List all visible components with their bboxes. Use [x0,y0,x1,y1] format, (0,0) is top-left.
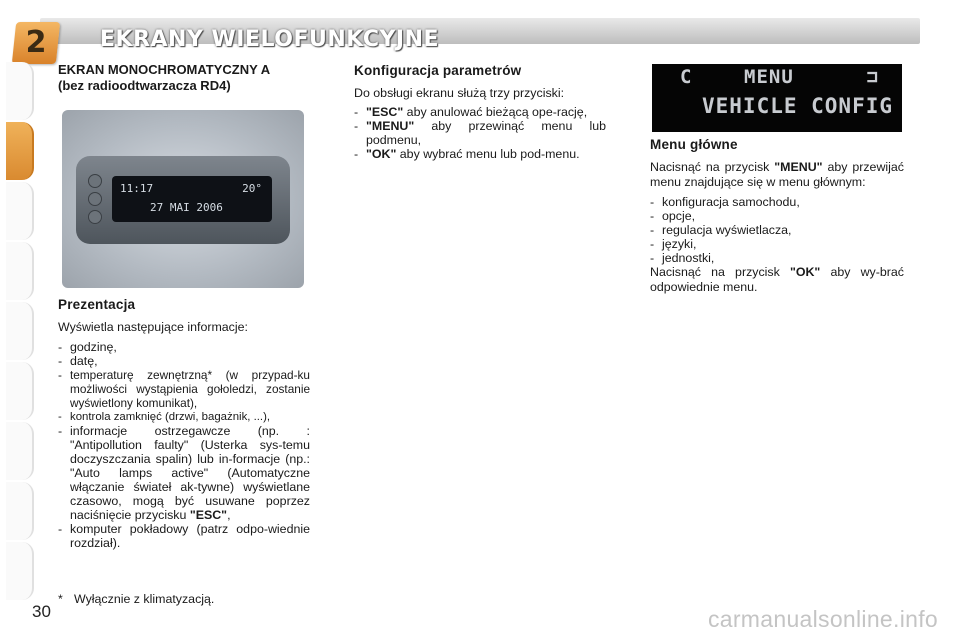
section-title-main-menu: Menu główne [650,137,738,152]
lcd-left-bracket: C [680,66,692,88]
lcd-right-bracket: ⊐ [866,66,878,88]
main-menu-outro [650,265,904,294]
heading-line-2: (bez radioodtwarzacza RD4) [58,78,231,93]
list-item: - komputer pokładowy (patrz odpo-wiednie rozdział). [58,522,310,550]
list-item-ok [354,147,606,161]
list-item: - języki, [650,237,904,251]
lcd-menu-label: MENU [744,66,794,88]
page-title: EKRANY WIELOFUNKCYJNE [100,27,440,52]
bezel-button-icon [88,174,102,188]
list-item-esc [354,105,606,119]
intro-text: Nacisnąć na przycisk [650,160,775,174]
chapter-tab-8[interactable] [6,482,34,540]
display-time: 11:17 [120,182,154,195]
list-item: - regulacja wyświetlacza, [650,223,904,237]
chapter-tab-2-active[interactable] [6,122,34,180]
presentation-intro: Wyświetla następujące informacje: [58,320,248,334]
list-item: - temperaturę zewnętrzną* (w przypad-ku możliwości wystąpienia gołoledzi, zostanie wyświetlony komunikat), [58,368,310,410]
bezel-button-icon [88,210,102,224]
key-description: aby przewinąć menu lub podmenu, [366,118,606,147]
footnote [58,592,214,606]
presentation-list [58,340,310,550]
list-item-menu [354,119,606,147]
section-heading-display [58,62,310,94]
key-description: aby anulować bieżącą ope-rację, [403,104,588,119]
chapter-tab-5[interactable] [6,302,34,360]
heading-line-1: EKRAN MONOCHROMATYCZNY A [58,62,271,77]
list-item [58,424,310,522]
chapter-header [0,10,960,60]
configuration-intro: Do obsługi ekranu służą trzy przyciski: [354,86,565,100]
page-number: 30 [32,602,51,621]
chapter-tab-3[interactable] [6,182,34,240]
list-item: - godzinę, [58,340,310,354]
chapter-tab-1[interactable] [6,62,34,120]
button-list [354,105,606,161]
outro-text: Nacisnąć na przycisk [650,265,790,279]
menu-key-label: "MENU" [774,160,823,174]
lcd-menu-display [652,64,902,132]
list-item-tail: , [227,507,231,522]
list-item: - jednostki, [650,251,904,265]
chapter-tab-4[interactable] [6,242,34,300]
chapter-tab-6[interactable] [6,362,34,420]
footnote-mark: * [58,592,63,606]
display-bezel [76,156,290,244]
chapter-tab-9[interactable] [6,542,34,600]
key-label: "OK" [366,146,397,161]
middle-column [354,62,606,161]
key-label: "ESC" [366,104,404,119]
main-menu-list [650,195,904,265]
left-column [58,62,310,94]
dashboard-display-photo [62,110,304,288]
section-title-configuration: Konfiguracja parametrów [354,63,522,78]
outro-text-tail: aby wy-brać odpowiednie menu. [650,265,904,294]
lcd-vehicle-config: VEHICLE CONFIG [702,94,894,118]
ok-key-label: "OK" [789,265,821,279]
list-item: - opcje, [650,209,904,223]
key-label: "MENU" [366,118,415,133]
list-item: - konfiguracja samochodu, [650,195,904,209]
chapter-tab-7[interactable] [6,422,34,480]
chapter-number: 2 [25,25,47,60]
list-item-text: informacje ostrzegawcze (np. : "Antipollution faulty" (Usterka sys-temu doczyszczania spalin) lub in-formacje (np.: "Auto lamps active" (Automatyczne włączanie świateł ak-tywne) wyświetlane czasowo, mogą być usuwane poprzez naciśnięcie przycisku [70,423,310,522]
footnote-text: Wyłącznie z klimatyzacją. [74,592,215,606]
display-screen [112,176,272,222]
list-item: - kontrola zamknięć (drzwi, bagażnik, ...), [58,410,310,424]
display-date: 27 MAI 2006 [150,201,223,214]
display-temperature: 20° [242,182,262,195]
main-menu-section [650,136,904,294]
main-menu-intro [650,160,904,189]
key-description: aby wybrać menu lub pod-menu. [396,146,580,161]
watermark: carmanualsonline.info [707,606,938,632]
esc-key-label: "ESC" [189,507,228,522]
bezel-button-icon [88,192,102,206]
list-item: - datę, [58,354,310,368]
intro-text-tail: aby przewijać menu znajdujące się w menu głównym: [650,160,904,189]
presentation-section [58,296,310,550]
section-title-presentation: Prezentacja [58,297,136,312]
